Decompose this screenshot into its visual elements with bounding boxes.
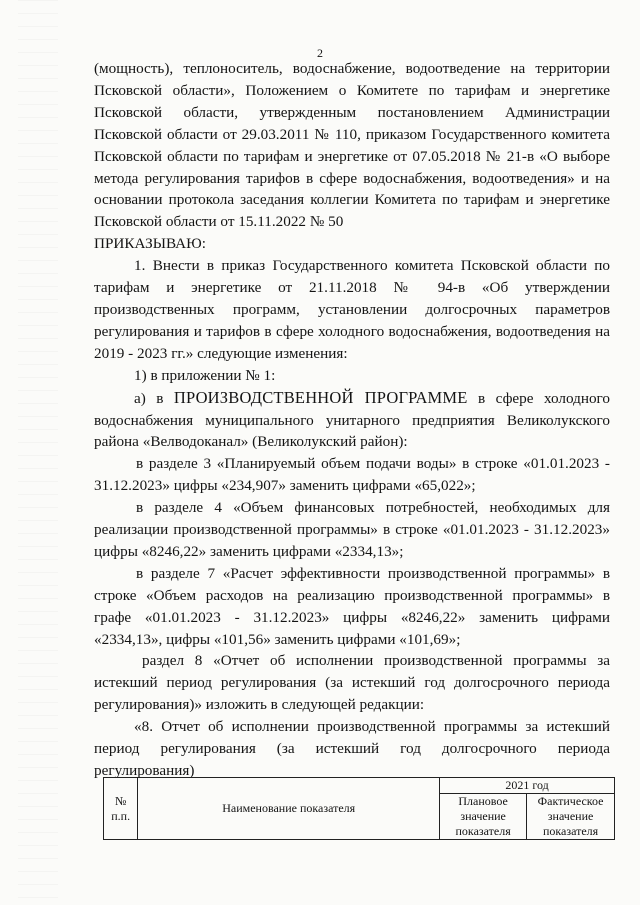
document-body: [94, 58, 610, 782]
program-title-caps: ПРОИЗВОДСТВЕННОЙ ПРОГРАММЕ: [173, 387, 468, 407]
section-7-paragraph: в разделе 7 «Расчет эффективности производственной программы» в строке «Объем расходов на реализацию производственной программы» в графе «01.01.2023 - 31.12.2023» цифры «8246,22» заменить цифрами «2334,13», цифры «101,56» заменить цифрами «101,69»;: [94, 564, 610, 648]
header-name: Наименование показателя: [138, 778, 440, 840]
scan-artifact: [18, 0, 58, 905]
quote-paragraph: «8. Отчет об исполнении производственной программы за истекший период регулирования (за истекший год долгосрочного периода регулирования): [94, 718, 610, 779]
order-heading: ПРИКАЗЫВАЮ:: [94, 235, 206, 253]
subitem-a-prefix: а) в: [134, 389, 174, 407]
section-4-paragraph: в разделе 4 «Объем финансовых потребностей, необходимых для реализации производственной программы» в строке «01.01.2023 - 31.12.2023» цифры «8246,22» заменить цифрами «2334,13»;: [94, 499, 610, 560]
intro-paragraph: (мощность), теплоноситель, водоснабжение, водоотведение на территории Псковской области», Положением о Комитете по тарифам и энергетике Псковской области, утвержденным постановлением Администрации Псковской области от 29.03.2011 № 110, приказом Государственного комитета Псковской области по тарифам и энергетике от 07.05.2018 № 21-в «О выборе метода регулирования тарифов в сфере водоснабжения, водоотведения» и на основании протокола заседания коллегии Комитета по тарифам и энергетике Псковской области от 15.11.2022 № 50: [94, 60, 610, 231]
indicators-table: [103, 777, 615, 840]
header-plan: Плановое значение показателя: [440, 794, 527, 840]
subitem-a-paragraph: [94, 387, 610, 454]
page-number: 2: [317, 46, 323, 60]
header-fact: Фактическое значение показателя: [527, 794, 615, 840]
table-header-row-1: [104, 778, 615, 794]
section-8-paragraph: раздел 8 «Отчет об исполнении производственной программы за истекший период регулирования (за истекший год долгосрочного периода регулирования)» изложить в следующей редакции:: [94, 652, 610, 714]
header-num: № п.п.: [104, 778, 138, 840]
subitem-a-rest: в сфере холодного водоснабжения муниципального унитарного предприятия Великолукского района «Велводоканал» (Великолукский район):: [94, 389, 610, 451]
item-1-paragraph: 1. Внести в приказ Государственного комитета Псковской области по тарифам и энергетике от 21.11.2018 № 94-в «Об утверждении производственных программ, установлении долгосрочных параметров регулирования и тарифов в сфере холодного водоснабжения, водоотведения на 2019 - 2023 гг.» следующие изменения:: [94, 257, 610, 362]
header-year: 2021 год: [440, 778, 615, 794]
subitem-1-paragraph: 1) в приложении № 1:: [134, 366, 276, 384]
section-3-paragraph: в разделе 3 «Планируемый объем подачи воды» в строке «01.01.2023 - 31.12.2023» цифры «234,907» заменить цифрами «65,022»;: [94, 455, 610, 495]
